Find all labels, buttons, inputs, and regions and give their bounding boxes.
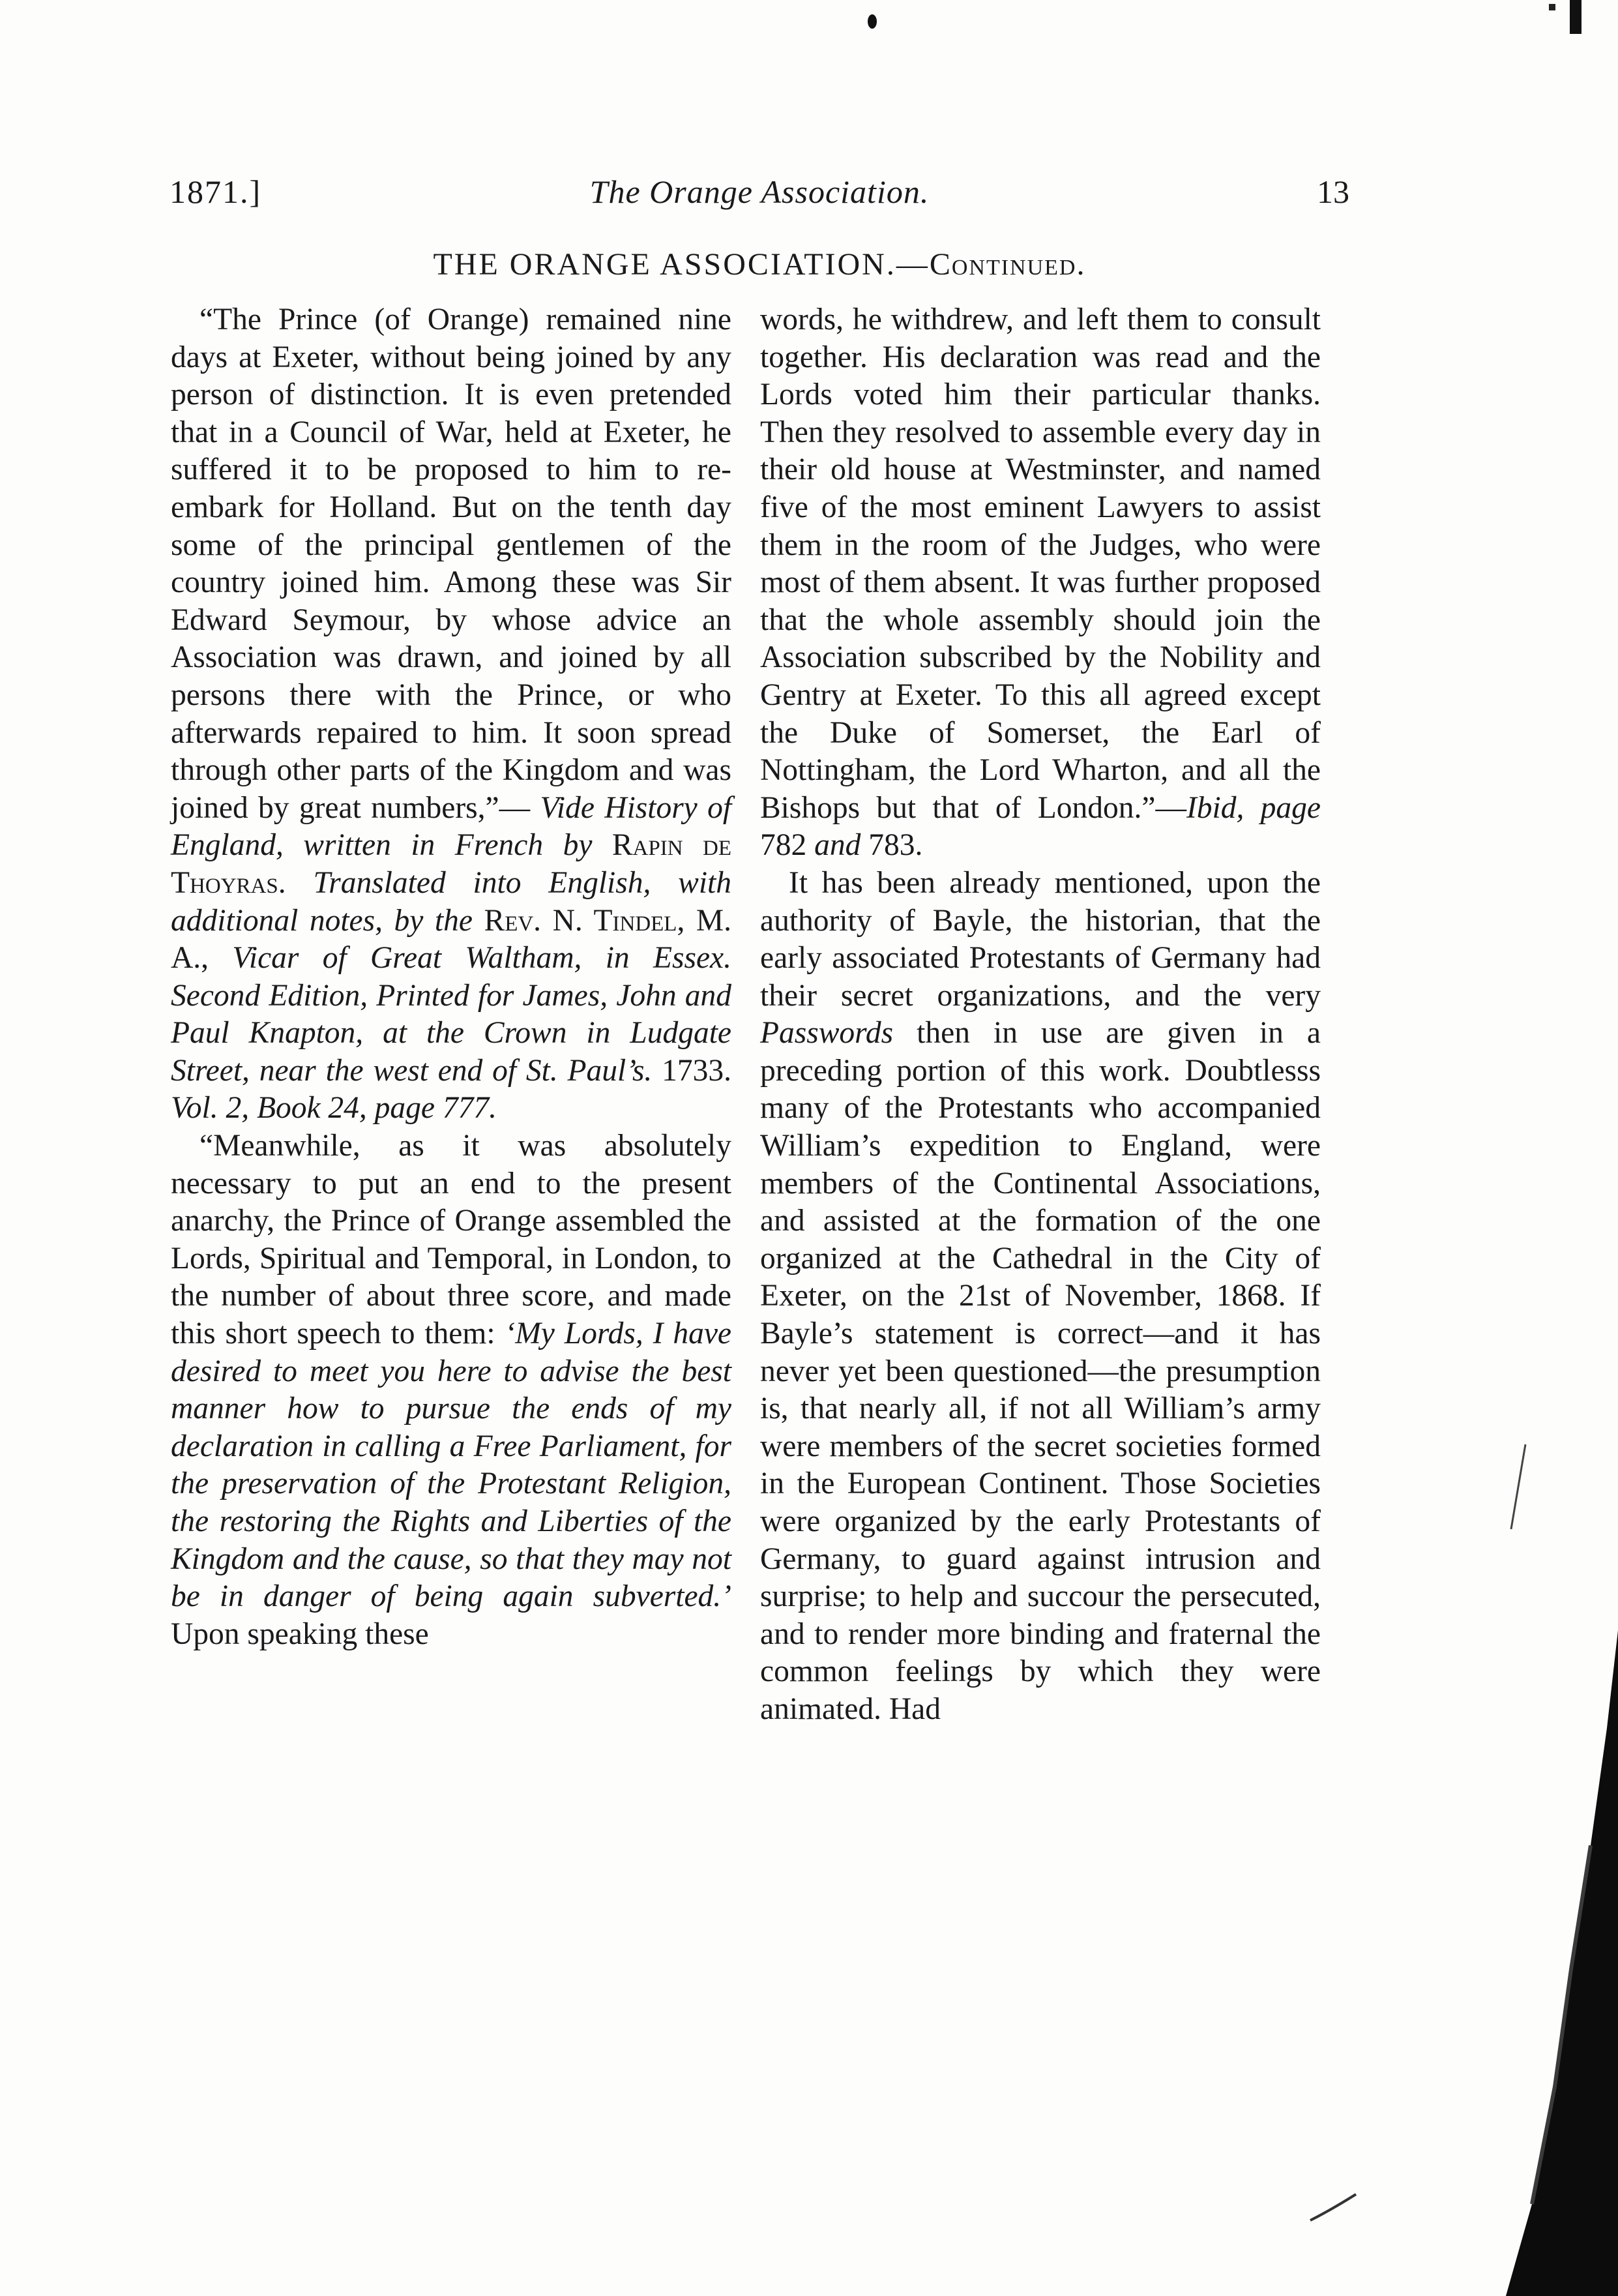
left-paragraph-2 (171, 1127, 731, 1653)
scan-edge-mark (1570, 0, 1581, 34)
left-p1-author: Rapin de Thoyras. (171, 828, 731, 900)
left-p1-year: 1733. (662, 1053, 732, 1088)
article-heading (169, 246, 1349, 282)
left-p2-text: “Meanwhile, as it was absolutely necessary to put an end to the present anarchy, the Prince of Orange assembled the Lords, Spiritual and Temporal, in London, to the number of about three score, and made this short speech to them: (171, 1129, 731, 1351)
right-p2-text-b: then in use are given in a preceding portion of this work. Doubtlesss many of the Protestants who accompanied William’s expedition to England, were members of the Continental Associations, and assisted at the formation of the one organized at the Cathedral in the City of Exeter, on the 21st of November, 1868. If Bayle’s statement is correct—and it has never yet been questioned—the presumption is, that nearly all, if not all William’s army were members of the secret societies formed in the European Continent. Those Societies were organized by the early Protestants of Germany, to guard against intrusion and surprise; to help and succour the persecuted, and to render more binding and fraternal the common feelings by which they were animated. Had (760, 1016, 1321, 1726)
page-number: 13 (1317, 173, 1349, 210)
right-column (760, 301, 1321, 1729)
running-header (169, 173, 1349, 218)
left-p1-details: Vicar of Great Waltham, in Essex. Second Edition, Printed for James, John and Paul Knapton, at the Crown in Ludgate Street, near the west end of St. Paul’s. (171, 941, 732, 1088)
left-column (171, 301, 731, 1653)
left-p2-speech: ‘My Lords, I have desired to meet you here to advise the best manner how to pursue the ends of my declaration in calling a Free Parliament, for the preservation of the Protestant Religion, the restoring the Rights and Liberties of the Kingdom and the cause, so that they may not be in danger of being again subverted.’ (171, 1317, 732, 1614)
right-paragraph-2 (760, 865, 1321, 1729)
left-p2-tail: Upon speaking these (171, 1617, 429, 1651)
left-p1-volume: Vol. 2, Book 24, page 777. (171, 1091, 497, 1126)
left-p1-text: “The Prince (of Orange) remained nine days at Exeter, without being joined by any person of distinction. It is even pretended that in a Council of War, held at Exeter, he suffered it to be proposed to him to re-embark for Holland. But on the tenth day some of the principal gentlemen of the country joined him. Among these was Sir Edward Seymour, by whose advice an Association was drawn, and joined by all persons there with the Prince, or who afterwards repaired to him. It soon spread through other parts of the Kingdom and was joined by great numbers,”— (171, 303, 731, 825)
right-p1-text: words, he withdrew, and left them to consult together. His declaration was read and the Lords voted him their particular thanks. Then they resolved to assemble every day in their old house at Westminster, and named five of the most eminent Lawyers to assist them in the room of the Judges, who were most of them absent. It was further proposed that the whole assembly should join the Association subscribed by the Nobility and Gentry at Exeter. To this all agreed except the Duke of Somerset, the Earl of Nottingham, the Lord Wharton, and all the Bishops but that of London.”— (760, 303, 1321, 825)
book-binding-shadow (1493, 1630, 1618, 2296)
right-p2-text-a: It has been already mentioned, upon the authority of Bayle, the historian, that the early associated Protestants of Germany had their secret organizations, and the very (760, 865, 1321, 1013)
article-heading-main: THE ORANGE ASSOCIATION.— (433, 247, 930, 282)
left-paragraph-1 (171, 301, 731, 1127)
left-p1-citation: Vide History of England, written in French by (171, 790, 732, 863)
scan-speck (1307, 2191, 1359, 2224)
right-p1-citation: Ibid, page (1186, 790, 1321, 825)
right-p1-pages2: 783. (868, 828, 923, 863)
scan-speck (868, 14, 877, 29)
right-p1-and: and (814, 828, 861, 863)
header-title: The Orange Association. (589, 173, 930, 210)
left-p1-translated: Translated into English, with additional notes, by the (171, 865, 732, 938)
header-year: 1871.] (169, 173, 262, 210)
right-p2-passwords: Passwords (760, 1016, 894, 1051)
left-p1-translator: Rev. N. Tindel, M. A., (171, 903, 732, 976)
scan-speck (1506, 1441, 1532, 1532)
scan-speck (1549, 4, 1555, 10)
right-paragraph-1 (760, 301, 1321, 865)
article-heading-continued: Continued. (929, 247, 1086, 282)
right-p1-pages: 782 (760, 828, 807, 863)
